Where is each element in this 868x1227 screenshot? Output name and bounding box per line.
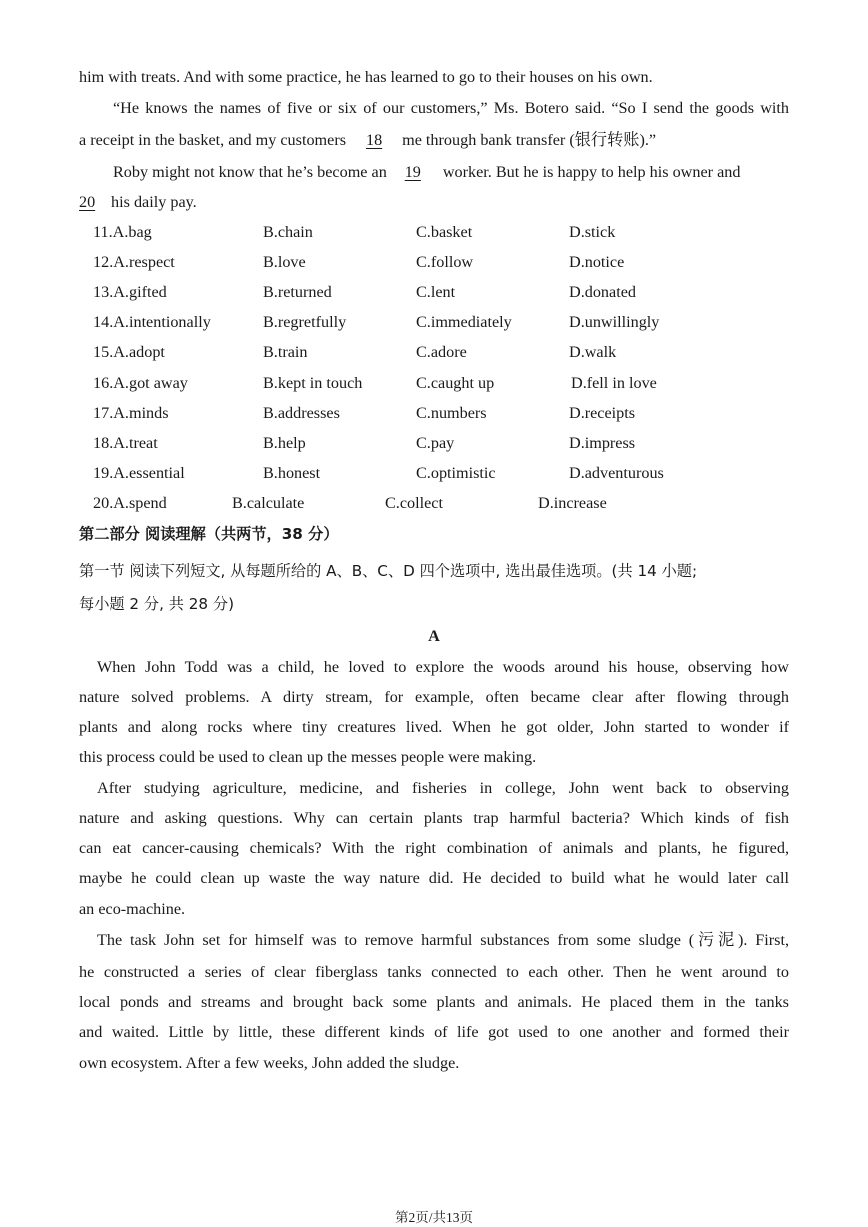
option-d: D.impress <box>569 434 636 452</box>
option-d: D.increase <box>538 494 607 512</box>
passage-line: can eat cancer-causing chemicals? With the right combination of animals and plants, he figured, <box>79 839 789 857</box>
passage-line: maybe he could clean up waste the way nature did. He decided to build what he would later call <box>79 869 789 887</box>
option-b: B.chain <box>263 223 313 241</box>
passage-line: When John Todd was a child, he loved to explore the woods around his house, observing how <box>97 658 789 676</box>
option-a: 15.A.adopt <box>93 343 165 361</box>
option-row-17 <box>0 403 700 423</box>
option-c: C.collect <box>385 494 443 512</box>
cloze-line-1: him with treats. And with some practice, he has learned to go to their houses on his own. <box>79 68 653 86</box>
option-a: 20.A.spend <box>93 494 167 512</box>
option-b: B.regretfully <box>263 313 347 331</box>
passage-line: and waited. Little by little, these different kinds of life got used to one another and formed their <box>79 1023 789 1041</box>
passage-line: local ponds and streams and brought back some plants and animals. He placed them in the tanks <box>79 993 789 1011</box>
passage-line: an eco-machine. <box>79 900 186 918</box>
option-b: B.kept in touch <box>263 374 363 392</box>
part2-heading: 第二部分 阅读理解（共两节，38 分） <box>79 525 339 543</box>
part2-instruction-1: 第一节 阅读下列短文, 从每题所给的 A、B、C、D 四个选项中, 选出最佳选项。(共 14 小题; <box>79 562 698 580</box>
cloze-line-4 <box>113 162 740 182</box>
passage-line: plants and along rocks where tiny creatures lived. When he got older, John started to wonder if <box>79 718 789 736</box>
option-a: 17.A.minds <box>93 404 169 422</box>
cloze-line-3 <box>79 130 656 150</box>
option-a: 16.A.got away <box>93 374 188 392</box>
option-d: D.fell in love <box>571 374 657 392</box>
option-d: D.unwillingly <box>569 313 660 331</box>
cloze-text: worker. But he is happy to help his owner and <box>442 163 741 181</box>
option-b: B.help <box>263 434 306 452</box>
part2-instruction-2: 每小题 2 分, 共 28 分) <box>79 595 235 613</box>
blank-18: 18 <box>365 131 383 149</box>
cloze-line-5 <box>79 192 197 212</box>
page-number: 第2页/共13页 <box>394 1210 473 1225</box>
option-d: D.stick <box>569 223 616 241</box>
blank-19: 19 <box>404 163 421 181</box>
option-c: C.pay <box>416 434 455 452</box>
option-c: C.immediately <box>416 313 512 331</box>
option-a: 19.A.essential <box>93 464 185 482</box>
option-c: C.lent <box>416 283 456 301</box>
cloze-text: “He knows the names of five or six of our customers,” Ms. Botero said. “So I send the goods with <box>113 99 789 117</box>
option-row-16 <box>0 373 700 393</box>
passage-line: nature solved problems. A dirty stream, for example, often became clear after flowing through <box>79 688 789 706</box>
option-a: 12.A.respect <box>93 253 175 271</box>
cloze-text: a receipt in the basket, and my customers <box>79 131 347 149</box>
cloze-line-2 <box>79 98 789 118</box>
option-c: C.basket <box>416 223 473 241</box>
option-c: C.follow <box>416 253 474 271</box>
option-a: 18.A.treat <box>93 434 158 452</box>
option-c: C.numbers <box>416 404 487 422</box>
option-b: B.honest <box>263 464 321 482</box>
option-row-12 <box>0 252 700 272</box>
option-row-18 <box>0 433 700 453</box>
option-d: D.adventurous <box>569 464 664 482</box>
option-a: 14.A.intentionally <box>93 313 211 331</box>
option-d: D.donated <box>569 283 636 301</box>
passage-line: The task John set for himself was to remove harmful substances from some sludge (污泥). First, <box>97 931 789 949</box>
option-row-13 <box>0 282 700 302</box>
option-c: C.optimistic <box>416 464 496 482</box>
option-a: 13.A.gifted <box>93 283 167 301</box>
passage-line: he constructed a series of clear fiberglass tanks connected to each other. Then he went around to <box>79 963 789 981</box>
blank-20: 20 <box>79 193 96 211</box>
passage-line: nature and asking questions. Why can certain plants trap harmful bacteria? Which kinds of fish <box>79 809 789 827</box>
passage-line: After studying agriculture, medicine, and fisheries in college, John went back to observing <box>97 779 789 797</box>
option-b: B.addresses <box>263 404 340 422</box>
option-d: D.walk <box>569 343 617 361</box>
passage-line: this process could be used to clean up the messes people were making. <box>79 748 537 766</box>
option-c: C.caught up <box>416 374 495 392</box>
cloze-text: his daily pay. <box>111 193 197 211</box>
option-b: B.train <box>263 343 308 361</box>
option-row-15 <box>0 342 700 362</box>
option-row-20 <box>0 493 700 513</box>
option-row-14 <box>0 312 700 332</box>
option-c: C.adore <box>416 343 467 361</box>
option-b: B.love <box>263 253 306 271</box>
option-a: 11.A.bag <box>93 223 152 241</box>
option-row-11 <box>0 222 700 242</box>
cloze-text: me through bank transfer (银行转账).” <box>402 131 657 149</box>
option-b: B.returned <box>263 283 332 301</box>
section-title: A <box>428 627 440 645</box>
passage-line: own ecosystem. After a few weeks, John added the sludge. <box>79 1054 460 1072</box>
option-row-19 <box>0 463 700 483</box>
option-b: B.calculate <box>232 494 305 512</box>
option-d: D.receipts <box>569 404 636 422</box>
cloze-text: Roby might not know that he’s become an <box>113 163 387 181</box>
option-d: D.notice <box>569 253 625 271</box>
